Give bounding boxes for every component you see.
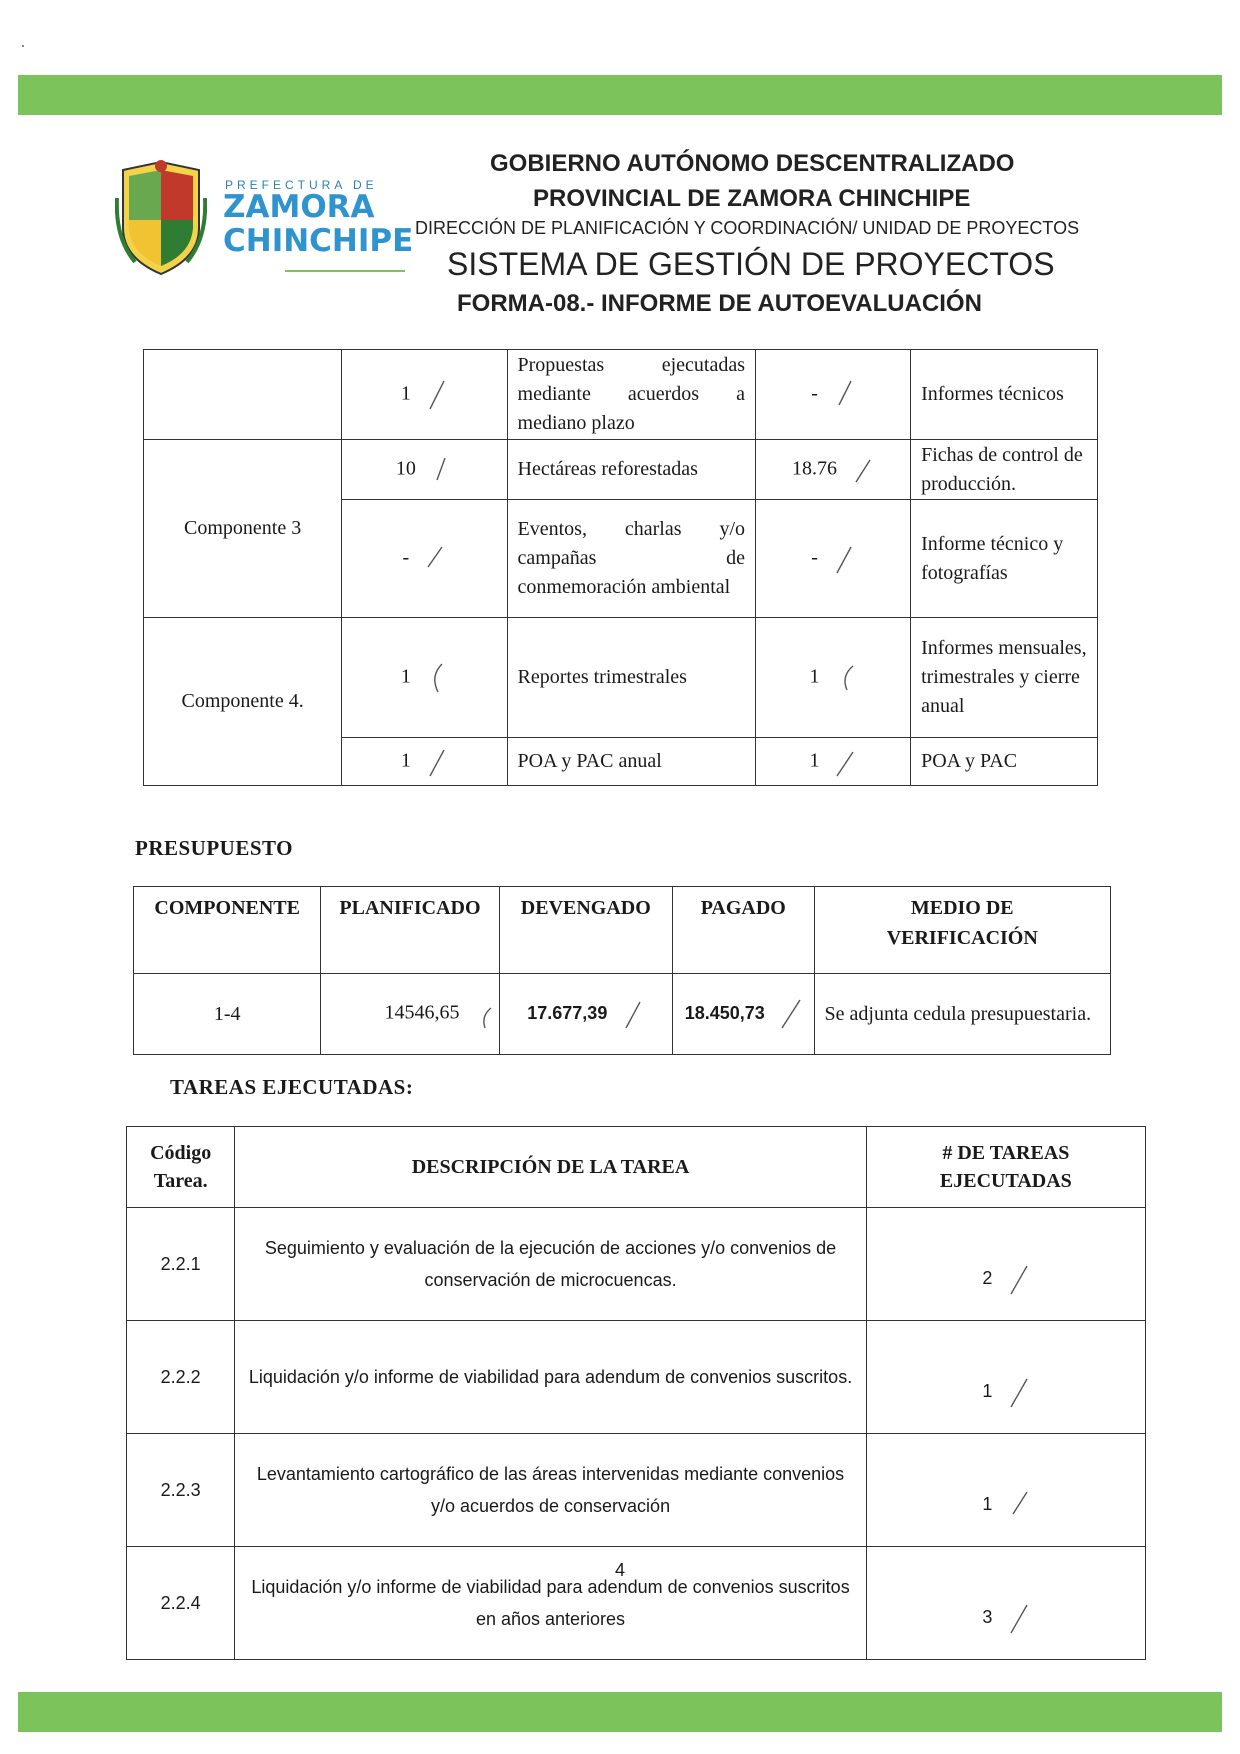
- task-description: Liquidación y/o informe de viabilidad para adendum de convenios suscritos en años anteriores: [235, 1547, 866, 1660]
- check-mark-icon: [850, 454, 874, 486]
- component-cell: Componente 4.: [144, 618, 342, 786]
- system-title: SISTEMA DE GESTIÓN DE PROYECTOS: [447, 246, 1055, 282]
- coat-of-arms-icon: [115, 158, 207, 278]
- org-title-line1: GOBIERNO AUTÓNOMO DESCENTRALIZADO: [490, 150, 1015, 177]
- achieved-value: 1: [809, 749, 820, 772]
- table-row: [144, 618, 1098, 738]
- task-code: 2.2.3: [127, 1434, 235, 1547]
- components-table: [143, 349, 1098, 786]
- budget-section-title: PRESUPUESTO: [135, 836, 293, 860]
- task-code: 2.2.2: [127, 1321, 235, 1434]
- indicator-cell: Eventos, charlas y/o campañas de conmemoración ambiental: [507, 500, 756, 618]
- planned-cell: [342, 618, 507, 738]
- table-row: [127, 1321, 1146, 1434]
- check-mark-icon: [1005, 1377, 1029, 1409]
- task-count: 1: [982, 1494, 993, 1515]
- planned-cell: [342, 500, 507, 618]
- prefecture-logo: [115, 158, 415, 293]
- direction-title: DIRECCIÓN DE PLANIFICACIÓN Y COORDINACIÓN/ UNIDAD DE PROYECTOS: [415, 218, 1080, 238]
- logo-line1: ZAMORA: [223, 189, 375, 225]
- planned-value: 10: [395, 457, 416, 480]
- task-count: 3: [982, 1607, 993, 1628]
- header-verification: MEDIO DE VERIFICACIÓN: [814, 887, 1110, 974]
- check-mark-icon: [429, 454, 453, 486]
- planned-value: 1: [400, 665, 411, 688]
- scan-speck: [22, 45, 24, 47]
- budget-paid: 18.450,73: [684, 1002, 765, 1023]
- top-green-band: [18, 75, 1222, 115]
- check-mark-icon: [473, 998, 489, 1030]
- page-number: 4: [614, 1560, 625, 1580]
- task-count: 1: [982, 1381, 993, 1402]
- check-mark-icon: [1005, 1490, 1029, 1522]
- achieved-cell: [756, 440, 911, 500]
- tasks-section-title: TAREAS EJECUTADAS:: [170, 1075, 414, 1099]
- achieved-value: 1: [809, 665, 820, 688]
- planned-cell: [342, 350, 507, 440]
- header-code: Código Tarea.: [127, 1127, 235, 1208]
- logo-prefix: PREFECTURA DE: [225, 178, 378, 192]
- task-code: 2.2.4: [127, 1547, 235, 1660]
- planned-cell: [342, 440, 507, 500]
- check-mark-icon: [620, 998, 644, 1030]
- achieved-cell: [756, 738, 911, 786]
- indicator-cell: Reportes trimestrales: [507, 618, 756, 738]
- check-mark-icon: [422, 543, 446, 575]
- check-mark-icon: [424, 662, 448, 694]
- header-component: COMPONENTE: [134, 887, 321, 974]
- header-paid: PAGADO: [673, 887, 814, 974]
- verification-cell: POA y PAC: [911, 738, 1098, 786]
- budget-planned-cell: [321, 974, 499, 1055]
- table-row: [127, 1434, 1146, 1547]
- task-code: 2.2.1: [127, 1208, 235, 1321]
- check-mark-icon: [1005, 1603, 1029, 1635]
- budget-component: 1-4: [134, 974, 321, 1055]
- indicator-cell: POA y PAC anual: [507, 738, 756, 786]
- achieved-value: -: [811, 382, 818, 405]
- org-title-line2: PROVINCIAL DE ZAMORA CHINCHIPE: [533, 185, 971, 212]
- achieved-cell: [756, 500, 911, 618]
- table-header-row: [127, 1127, 1146, 1208]
- planned-value: 1: [400, 382, 411, 405]
- table-header-row: [134, 887, 1111, 974]
- check-mark-icon: [833, 662, 857, 694]
- component-cell: Componente 3: [144, 440, 342, 618]
- form-title: FORMA-08.- INFORME DE AUTOEVALUACIÓN: [457, 290, 982, 317]
- header-description: DESCRIPCIÓN DE LA TAREA: [235, 1127, 866, 1208]
- planned-value: 1: [400, 749, 411, 772]
- table-row: [127, 1208, 1146, 1321]
- indicator-cell: Hectáreas reforestadas: [507, 440, 756, 500]
- task-description: Seguimiento y evaluación de la ejecución de acciones y/o convenios de conservación de microcuencas.: [235, 1208, 866, 1321]
- check-mark-icon: [424, 379, 448, 411]
- check-mark-icon: [778, 998, 802, 1030]
- verification-cell: Informe técnico y fotografías: [911, 500, 1098, 618]
- task-count-cell: [866, 1434, 1145, 1547]
- bottom-green-band: [18, 1692, 1222, 1732]
- task-count-cell: [866, 1321, 1145, 1434]
- indicator-cell: Propuestas ejecutadas mediante acuerdos a mediano plazo: [507, 350, 756, 440]
- budget-verification: Se adjunta cedula presupuestaria.: [814, 974, 1110, 1055]
- table-row: [144, 440, 1098, 500]
- budget-table: [133, 886, 1111, 1055]
- budget-planned: 14546,65: [384, 1001, 460, 1024]
- check-mark-icon: [424, 746, 448, 778]
- planned-value: -: [402, 546, 410, 569]
- check-mark-icon: [831, 379, 855, 411]
- achieved-value: 18.76: [792, 457, 838, 480]
- verification-cell: Fichas de control de producción.: [911, 440, 1098, 500]
- task-description: Liquidación y/o informe de viabilidad para adendum de convenios suscritos.: [235, 1321, 866, 1434]
- component-cell: [144, 350, 342, 440]
- header-count: # DE TAREAS EJECUTADAS: [866, 1127, 1145, 1208]
- budget-paid-cell: [673, 974, 814, 1055]
- task-count-cell: [866, 1208, 1145, 1321]
- header-accrued: DEVENGADO: [499, 887, 673, 974]
- header-planned: PLANIFICADO: [321, 887, 499, 974]
- verification-cell: Informes técnicos: [911, 350, 1098, 440]
- table-row: [134, 974, 1111, 1055]
- planned-cell: [342, 738, 507, 786]
- achieved-cell: [756, 350, 911, 440]
- task-description: Levantamiento cartográfico de las áreas intervenidas mediante convenios y/o acuerdos de conservación: [235, 1434, 866, 1547]
- logo-underline: [285, 270, 405, 272]
- verification-cell: Informes mensuales, trimestrales y cierre anual: [911, 618, 1098, 738]
- check-mark-icon: [1005, 1264, 1029, 1296]
- check-mark-icon: [833, 746, 857, 778]
- budget-accrued-cell: [499, 974, 673, 1055]
- budget-accrued: 17.677,39: [527, 1002, 608, 1023]
- task-count: 2: [982, 1268, 993, 1289]
- table-row: [144, 350, 1098, 440]
- achieved-cell: [756, 618, 911, 738]
- logo-line2: CHINCHIPE: [223, 223, 414, 259]
- achieved-value: -: [811, 546, 818, 569]
- check-mark-icon: [831, 543, 855, 575]
